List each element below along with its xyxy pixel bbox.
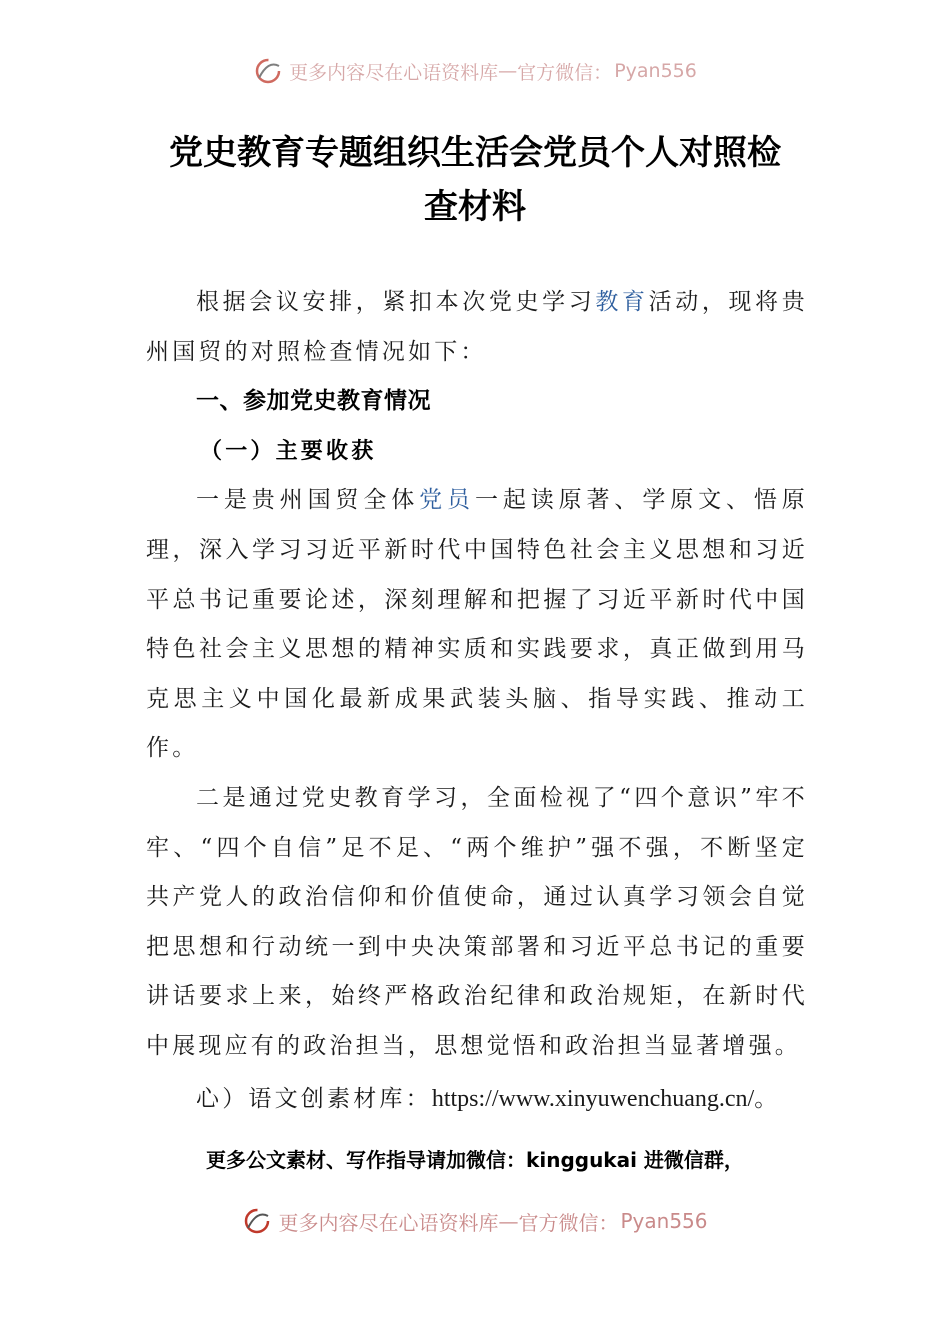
- document-title: [0, 126, 950, 234]
- source-url[interactable]: https://www.xinyuwenchuang.cn/: [431, 1085, 755, 1112]
- document-body: [146, 278, 808, 1124]
- paragraph-second-point: 二是通过党史教育学习，全面检视了“四个意识”牢不牢、“四个自信”足不足、“两个维护”强不强，不断坚定共产党人的政治信仰和价值使命，通过认真学习领会自觉把思想和行动统一到中央决策部署和习近平总书记的重要讲话要求上来，始终严格政治纪律和政治规矩，在新时代中展现应有的政治担当，思想觉悟和政治担当显著增强。: [146, 784, 808, 1059]
- brand-logo-icon: [253, 56, 283, 86]
- title-line-1: 党史教育专题组织生活会党员个人对照检: [169, 133, 781, 173]
- watermark-separator: —: [498, 60, 518, 82]
- section-1-heading: 一、参加党史教育情况: [196, 388, 431, 415]
- source-prefix: 心）语文创素材库：: [196, 1085, 432, 1112]
- p1-text-end: 一起读原著、学原文、悟原理，深入学习习近平新时代中国特色社会主义思想和习近平总书记重要论述，深刻理解和把握了习近平新时代中国特色社会主义思想的精神实质和实践要求，真正做到用马克思主义中国化最新成果武装头脑、指导实践、推动工作。: [146, 487, 808, 762]
- watermark-site-name: 更多内容尽在心语资料库: [278, 1210, 499, 1235]
- watermark-wechat-id: Pyan556: [614, 60, 697, 82]
- watermark-banner-bottom: [0, 1206, 950, 1236]
- watermark-site-name: 更多内容尽在心语资料库: [289, 61, 499, 84]
- watermark-official-label: 官方微信：: [518, 1210, 619, 1235]
- source-suffix: 。: [754, 1085, 781, 1112]
- brand-logo-icon: [242, 1206, 272, 1236]
- intro-education-link[interactable]: 教育: [595, 289, 649, 315]
- title-line-2: 查材料: [424, 187, 526, 227]
- intro-paragraph: [146, 278, 808, 377]
- promo-text: 更多公文素材、写作指导请加微信：kinggukai 进微信群，: [206, 1148, 744, 1172]
- intro-text-end: 活动，现将贵州国贸的对照检查情况如下：: [146, 289, 809, 365]
- p1-text-start: 一是贵州国贸全体: [196, 487, 420, 514]
- watermark-banner-top: [0, 56, 950, 86]
- paragraph-first-point: [146, 476, 808, 774]
- party-member-link[interactable]: 党员: [419, 487, 475, 514]
- source-line: [146, 1075, 808, 1125]
- subsection-1-heading: （一）主要收获: [200, 437, 377, 464]
- intro-text-start: 根据会议安排，紧扣本次党史学习: [196, 289, 596, 315]
- watermark-official-label: 官方微信：: [517, 61, 613, 84]
- watermark-separator: —: [498, 1209, 519, 1233]
- watermark-wechat-id: Pyan556: [620, 1209, 708, 1233]
